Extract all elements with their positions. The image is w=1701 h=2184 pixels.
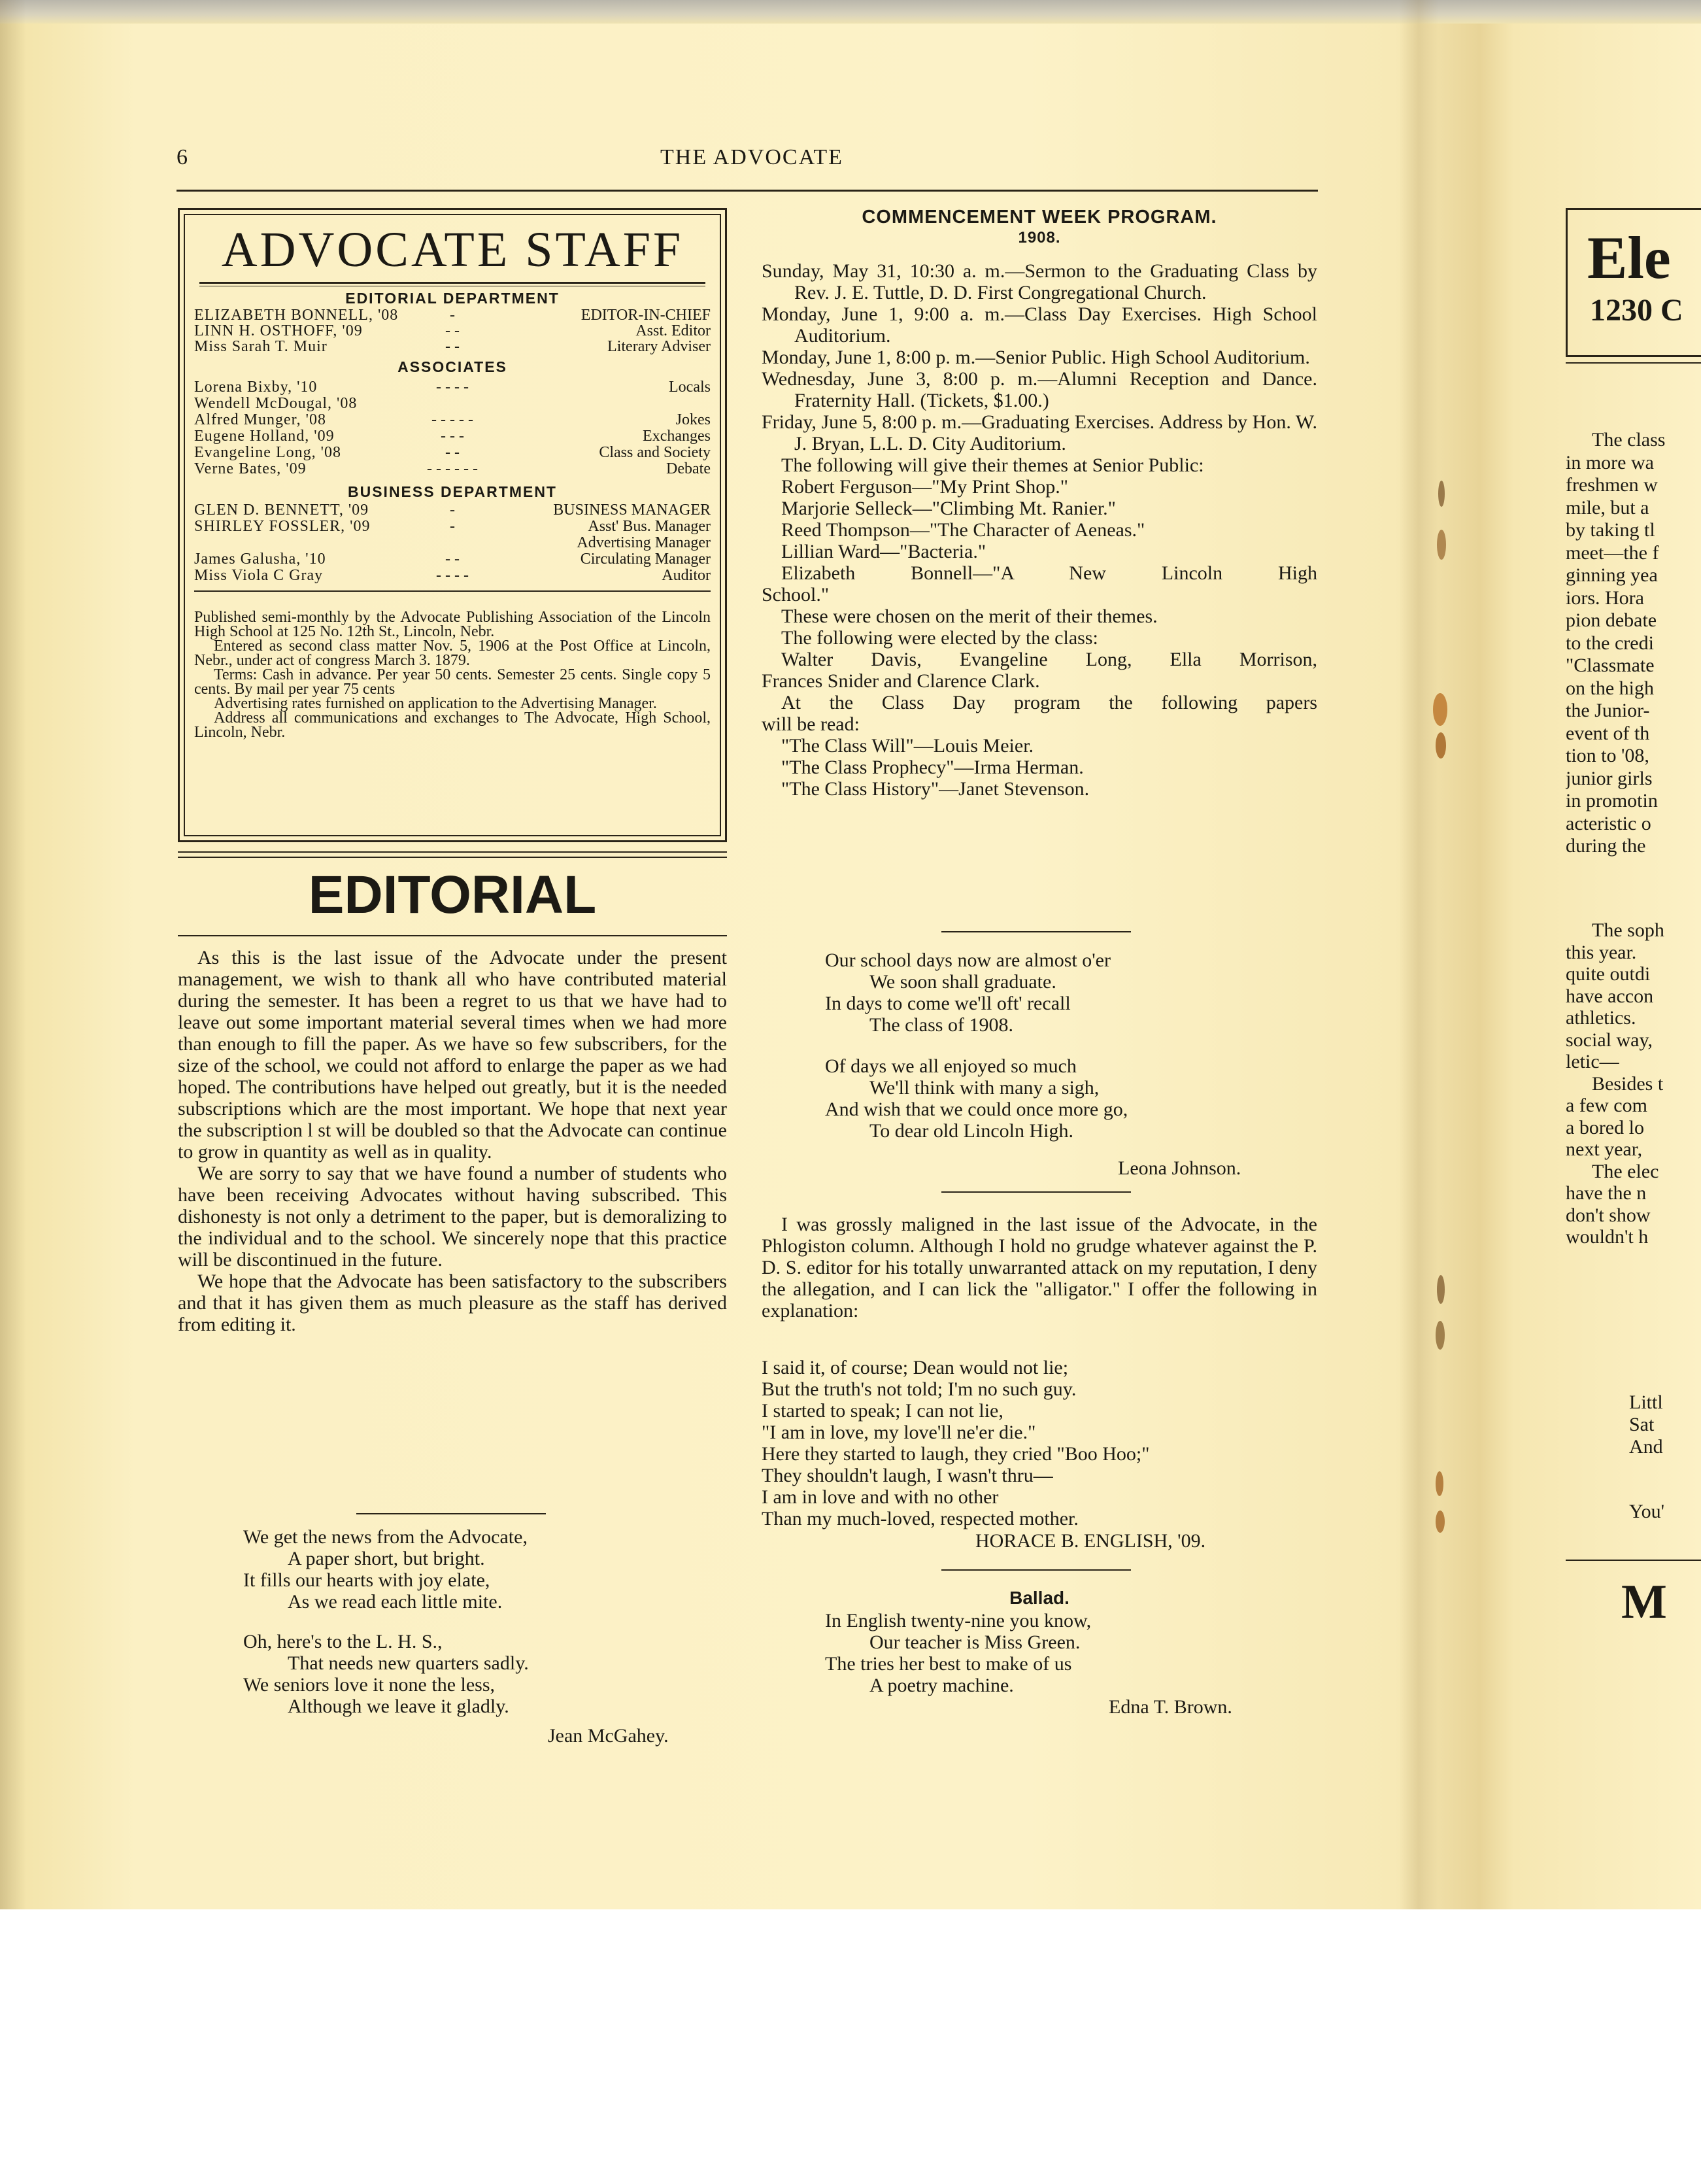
poem-separator bbox=[356, 1513, 546, 1514]
next-page-text: a few com bbox=[1566, 1095, 1647, 1116]
commencement-year: 1908. bbox=[1018, 229, 1061, 247]
editorial-staff-dash: - - bbox=[445, 338, 460, 355]
next-page-text: The elec bbox=[1592, 1160, 1659, 1182]
next-page-text: junior girls bbox=[1566, 767, 1653, 789]
next-page-text: "Classmate bbox=[1566, 655, 1655, 676]
rust-stain bbox=[1436, 1510, 1445, 1533]
business-staff-row bbox=[194, 534, 711, 551]
poem2-line: We'll think with many a sigh, bbox=[869, 1077, 1100, 1099]
staff-notes-rule bbox=[194, 590, 711, 592]
poem-line: It fills our hearts with joy elate, bbox=[243, 1569, 490, 1591]
next-page-text: in promotin bbox=[1566, 790, 1658, 811]
editorial-staff-row bbox=[194, 307, 711, 324]
poem2-line: To dear old Lincoln High. bbox=[869, 1120, 1073, 1142]
program-event: Friday, June 5, 8:00 p. m.—Graduating Exercises. Address by Hon. W. J. Bryan, L.L. D. City Auditorium. bbox=[762, 411, 1317, 454]
business-staff-dash: - bbox=[450, 502, 455, 519]
editorial-title: EDITORIAL bbox=[308, 865, 597, 925]
staple-mark bbox=[1437, 1275, 1445, 1304]
editorial-title-rule bbox=[178, 935, 727, 936]
ad-address: 1230 C bbox=[1590, 293, 1683, 328]
class-paper: "The Class Will"—Louis Meier. bbox=[781, 735, 1034, 757]
next-page-rule-2 bbox=[1566, 1560, 1701, 1561]
theme-item: Reed Thompson—"The Character of Aeneas." bbox=[781, 519, 1145, 541]
associate-name: Alfred Munger, '08 bbox=[194, 411, 326, 428]
commencement-body bbox=[762, 260, 1317, 800]
poem2-line: Our school days now are almost o'er bbox=[825, 949, 1111, 971]
elected-intro: The following were elected by the class: bbox=[781, 627, 1098, 649]
scan-left-shadow bbox=[0, 0, 26, 1909]
letter-author: HORACE B. ENGLISH, '09. bbox=[975, 1530, 1206, 1552]
editorial-department-heading: EDITORIAL DEPARTMENT bbox=[345, 290, 560, 307]
ballad-separator bbox=[941, 1569, 1131, 1571]
verse-line: "I am in love, my love'll ne'er die." bbox=[762, 1422, 1036, 1443]
publication-title: THE ADVOCATE bbox=[660, 145, 843, 169]
theme-item-cont: School." bbox=[762, 584, 830, 606]
next-page-text: letic— bbox=[1566, 1051, 1619, 1072]
poem2-separator bbox=[941, 931, 1131, 932]
program-event: Sunday, May 31, 10:30 a. m.—Sermon to the Graduating Class by Rev. J. E. Tuttle, D. D. First Congregational Church. bbox=[762, 260, 1317, 303]
associate-name: Verne Bates, '09 bbox=[194, 460, 307, 477]
poem2-line: Of days we all enjoyed so much bbox=[825, 1055, 1077, 1077]
editorial-paragraph: As this is the last issue of the Advocate under the present management, we wish to thank all who have contributed material during the semester. It has been a regret to us that we have had to leave out some important material several times when we had more than enough to fill the paper. As we have so few subscribers, for the size of the school, we could not afford to enlarge the paper as we had hoped. The contributions have helped out greatly, but it is the needed subscriptions which are the most important. We hope that next year the subscription l st will be doubled so that the Advocate can continue to grow in quantity as well as in quality. bbox=[178, 947, 727, 1163]
editorial-body bbox=[178, 947, 727, 1335]
associate-row bbox=[194, 444, 711, 461]
poem2-line: We soon shall graduate. bbox=[869, 971, 1056, 993]
editorial-staff-row bbox=[194, 338, 711, 355]
poem2-line: In days to come we'll oft' recall bbox=[825, 993, 1071, 1014]
page-number: 6 bbox=[177, 145, 188, 169]
letter-paragraph: I was grossly maligned in the last issue of the Advocate, in the Phlogiston column. Although I hold no grudge whatever against the P. D. S. editor for his totally unwarranted attack on my reputation, I deny the allegation, and I can lick the "alligator." I offer the following in explanation: bbox=[762, 1214, 1317, 1322]
next-page-text: iors. Hora bbox=[1566, 587, 1644, 609]
column-gutter bbox=[747, 196, 748, 1752]
business-staff-role: Advertising Manager bbox=[577, 534, 711, 551]
next-page-text: mile, but a bbox=[1566, 496, 1649, 519]
associate-name: Wendell McDougal, '08 bbox=[194, 395, 358, 412]
poem-line: Although we leave it gladly. bbox=[288, 1696, 509, 1717]
next-page-text: social way, bbox=[1566, 1029, 1653, 1051]
next-page-text: wouldn't h bbox=[1566, 1226, 1649, 1248]
associate-dash: - - - - bbox=[436, 379, 469, 396]
next-page-text: event of th bbox=[1566, 722, 1650, 744]
ballad-line: The tries her best to make of us bbox=[825, 1653, 1072, 1675]
associate-row bbox=[194, 379, 711, 396]
next-page-text: Littl bbox=[1629, 1391, 1663, 1413]
elected-names-cont: Frances Snider and Clarence Clark. bbox=[762, 670, 1040, 692]
business-staff-dash: - - - - bbox=[436, 567, 469, 584]
next-page-text: freshmen w bbox=[1566, 474, 1658, 496]
associate-role: Exchanges bbox=[643, 428, 711, 445]
associate-role: Class and Society bbox=[599, 444, 711, 461]
business-staff-name: GLEN D. BENNETT, '09 bbox=[194, 502, 369, 519]
poem-line: We get the news from the Advocate, bbox=[243, 1526, 528, 1548]
program-event: Monday, June 1, 9:00 a. m.—Class Day Exercises. High School Auditorium. bbox=[762, 303, 1317, 347]
class-day-intro: At the Class Day program the following papers bbox=[781, 692, 1317, 713]
associate-name: Evangeline Long, '08 bbox=[194, 444, 341, 461]
next-page-rule bbox=[1566, 362, 1701, 364]
editorial-rule-top-2 bbox=[178, 857, 727, 858]
associate-row bbox=[194, 395, 711, 412]
associates-heading: ASSOCIATES bbox=[397, 358, 507, 375]
theme-item: Marjorie Selleck—"Climbing Mt. Ranier." bbox=[781, 498, 1116, 519]
publication-notes bbox=[194, 610, 711, 740]
next-page-text: tion to '08, bbox=[1566, 745, 1649, 766]
next-page-text: And bbox=[1629, 1436, 1663, 1458]
ad-headline: Ele bbox=[1587, 224, 1671, 291]
associate-role: Jokes bbox=[675, 411, 711, 428]
next-page-text: ginning yea bbox=[1566, 564, 1658, 586]
next-page-text: athletics. bbox=[1566, 1007, 1636, 1029]
class-day-intro-cont: will be read: bbox=[762, 713, 860, 735]
letter-body bbox=[762, 1214, 1317, 1322]
editorial-paragraph: We hope that the Advocate has been satisfactory to the subscribers and that it has given them as much pleasure as the staff has derived from editing it. bbox=[178, 1271, 727, 1335]
next-page-text: quite outdi bbox=[1566, 963, 1651, 985]
class-paper: "The Class Prophecy"—Irma Herman. bbox=[781, 757, 1084, 778]
next-page-text: in more wa bbox=[1566, 451, 1654, 473]
next-page-text: have the n bbox=[1566, 1182, 1647, 1204]
next-page-ad-box bbox=[1566, 208, 1701, 357]
business-staff-role: BUSINESS MANAGER bbox=[553, 502, 711, 519]
poem-line: As we read each little mite. bbox=[288, 1591, 503, 1612]
associate-role: Locals bbox=[669, 379, 711, 396]
business-staff-row bbox=[194, 518, 711, 535]
verse-line: Here they started to laugh, they cried "Boo Hoo;" bbox=[762, 1443, 1150, 1465]
associate-dash: - - - - - bbox=[431, 411, 473, 428]
ballad-line: A poetry machine. bbox=[869, 1675, 1014, 1696]
rust-stain bbox=[1436, 1471, 1443, 1496]
associate-role: Debate bbox=[666, 460, 711, 477]
next-page-text: during the bbox=[1566, 835, 1646, 857]
editorial-staff-name: LINN H. OSTHOFF, '09 bbox=[194, 322, 363, 339]
editorial-rule-top bbox=[178, 851, 727, 853]
class-paper: "The Class History"—Janet Stevenson. bbox=[781, 778, 1090, 800]
pub-note: Address all communications and exchanges to The Advocate, High School, Lincoln, Nebr. bbox=[194, 709, 711, 741]
next-page-text: on the high bbox=[1566, 677, 1654, 699]
staple-mark bbox=[1437, 530, 1446, 560]
next-page-text: by taking tl bbox=[1566, 519, 1655, 541]
business-staff-name: Miss Viola C Gray bbox=[194, 567, 324, 584]
verse-line: But the truth's not told; I'm no such guy. bbox=[762, 1378, 1077, 1400]
theme-item: Elizabeth Bonnell—"A New Lincoln High bbox=[781, 562, 1317, 584]
staple-mark bbox=[1438, 481, 1445, 507]
business-staff-dash: - - bbox=[445, 551, 460, 568]
business-staff-row bbox=[194, 502, 711, 519]
associate-name: Lorena Bixby, '10 bbox=[194, 379, 318, 396]
editorial-staff-row bbox=[194, 322, 711, 339]
verse-line: I am in love and with no other bbox=[762, 1486, 999, 1508]
scan-top-edge bbox=[0, 0, 1701, 24]
editorial-staff-role: EDITOR-IN-CHIEF bbox=[581, 307, 711, 324]
next-page-text: pion debate bbox=[1566, 609, 1657, 631]
ballad-line: Our teacher is Miss Green. bbox=[869, 1631, 1081, 1653]
next-page-text: You' bbox=[1629, 1501, 1665, 1522]
next-page-text: this year. bbox=[1566, 941, 1637, 963]
elected-names: Walter Davis, Evangeline Long, Ella Morrison, bbox=[781, 649, 1317, 670]
themes-intro: The following will give their themes at Senior Public: bbox=[781, 454, 1204, 476]
associate-dash: - - - bbox=[441, 428, 464, 445]
letter-separator bbox=[941, 1191, 1131, 1193]
business-staff-role: Auditor bbox=[662, 567, 711, 584]
next-page-text: Besides t bbox=[1592, 1072, 1664, 1095]
verse-line: Than my much-loved, respected mother. bbox=[762, 1508, 1079, 1529]
next-page-text: next year, bbox=[1566, 1138, 1643, 1160]
ballad-title: Ballad. bbox=[1009, 1588, 1069, 1608]
poem2-line: The class of 1908. bbox=[869, 1014, 1013, 1036]
themes-merit: These were chosen on the merit of their themes. bbox=[781, 606, 1158, 627]
staple-mark bbox=[1436, 1321, 1445, 1350]
program-event: Wednesday, June 3, 8:00 p. m.—Alumni Reception and Dance. Fraternity Hall. (Tickets, $1.00.) bbox=[762, 368, 1317, 411]
business-staff-row bbox=[194, 567, 711, 584]
poem-line: We seniors love it none the less, bbox=[243, 1674, 496, 1696]
next-page-text: the Junior- bbox=[1566, 700, 1650, 721]
poem2-line: And wish that we could once more go, bbox=[825, 1099, 1128, 1120]
next-page-text: to the credi bbox=[1566, 632, 1654, 654]
business-department-heading: BUSINESS DEPARTMENT bbox=[348, 483, 557, 500]
pub-note: Terms: Cash in advance. Per year 50 cents. Semester 25 cents. Single copy 5 cents. By mail per year 75 cents bbox=[194, 666, 711, 698]
associate-dash: - - bbox=[445, 444, 460, 461]
verse-line: They shouldn't laugh, I wasn't thru— bbox=[762, 1465, 1053, 1486]
business-staff-name: SHIRLEY FOSSLER, '09 bbox=[194, 518, 371, 535]
ballad-author: Edna T. Brown. bbox=[1109, 1696, 1232, 1718]
next-page-text: have accon bbox=[1566, 985, 1654, 1007]
page-fold bbox=[1399, 0, 1438, 1909]
editorial-staff-dash: - bbox=[450, 307, 455, 324]
poem-line: That needs new quarters sadly. bbox=[288, 1652, 529, 1674]
poem-line: A paper short, but bright. bbox=[288, 1548, 485, 1569]
business-staff-dash: - bbox=[450, 518, 455, 535]
business-staff-role: Asst' Bus. Manager bbox=[588, 518, 711, 535]
next-page-text: Sat bbox=[1629, 1414, 1655, 1435]
poem2-author: Leona Johnson. bbox=[1118, 1157, 1241, 1179]
business-staff-row bbox=[194, 551, 711, 568]
poem-author: Jean McGahey. bbox=[548, 1725, 669, 1747]
next-page-text: The class bbox=[1592, 429, 1666, 451]
next-page-text: The soph bbox=[1592, 919, 1664, 941]
associate-name: Eugene Holland, '09 bbox=[194, 428, 335, 445]
rust-stain bbox=[1433, 693, 1447, 726]
editorial-staff-role: Literary Adviser bbox=[607, 338, 711, 355]
associate-row bbox=[194, 411, 711, 428]
next-page-big-letter: M bbox=[1621, 1575, 1667, 1629]
next-page-text: acteristic o bbox=[1566, 812, 1651, 834]
verse-line: I started to speak; I can not lie, bbox=[762, 1400, 1003, 1422]
pub-note: Published semi-monthly by the Advocate Publishing Association of the Lincoln High School at 125 No. 12th St., Lincoln, Nebr. bbox=[194, 609, 711, 640]
rust-stain bbox=[1436, 732, 1446, 759]
poem-line: Oh, here's to the L. H. S., bbox=[243, 1631, 443, 1652]
associate-dash: - - - - - - bbox=[427, 460, 478, 477]
theme-item: Lillian Ward—"Bacteria." bbox=[781, 541, 986, 562]
header-rule bbox=[177, 190, 1318, 192]
next-page-text: don't show bbox=[1566, 1204, 1651, 1226]
pub-note: Advertising rates furnished on application to the Advertising Manager. bbox=[214, 695, 657, 712]
editorial-paragraph: We are sorry to say that we have found a number of students who have been receiving Advocates without having subscribed. This dishonesty is not only a detriment to the paper, but is demoralizing to the individual and to the school. We sincerely nope that this practice will be discontinued in the future. bbox=[178, 1163, 727, 1271]
associate-row bbox=[194, 428, 711, 445]
ballad-line: In English twenty-nine you know, bbox=[825, 1610, 1092, 1631]
next-page-text: a bored lo bbox=[1566, 1116, 1644, 1138]
editorial-staff-role: Asst. Editor bbox=[635, 322, 711, 339]
editorial-staff-dash: - - bbox=[445, 322, 460, 339]
pub-note: Entered as second class matter Nov. 5, 1906 at the Post Office at Lincoln, Nebr., under act of congress March 3. 1879. bbox=[194, 638, 711, 669]
program-event: Monday, June 1, 8:00 p. m.—Senior Public. High School Auditorium. bbox=[762, 347, 1310, 368]
associate-row bbox=[194, 460, 711, 477]
editorial-staff-name: Miss Sarah T. Muir bbox=[194, 338, 328, 355]
editorial-staff-name: ELIZABETH BONNELL, '08 bbox=[194, 307, 399, 324]
staff-title: ADVOCATE STAFF bbox=[221, 222, 684, 277]
business-staff-name: James Galusha, '10 bbox=[194, 551, 326, 568]
staff-title-rule bbox=[199, 282, 705, 284]
business-staff-role: Circulating Manager bbox=[580, 551, 711, 568]
staff-box bbox=[178, 208, 727, 842]
next-page-text: meet—the f bbox=[1566, 541, 1659, 564]
theme-item: Robert Ferguson—"My Print Shop." bbox=[781, 476, 1068, 498]
verse-line: I said it, of course; Dean would not lie; bbox=[762, 1357, 1069, 1378]
commencement-title: COMMENCEMENT WEEK PROGRAM. bbox=[862, 207, 1217, 228]
